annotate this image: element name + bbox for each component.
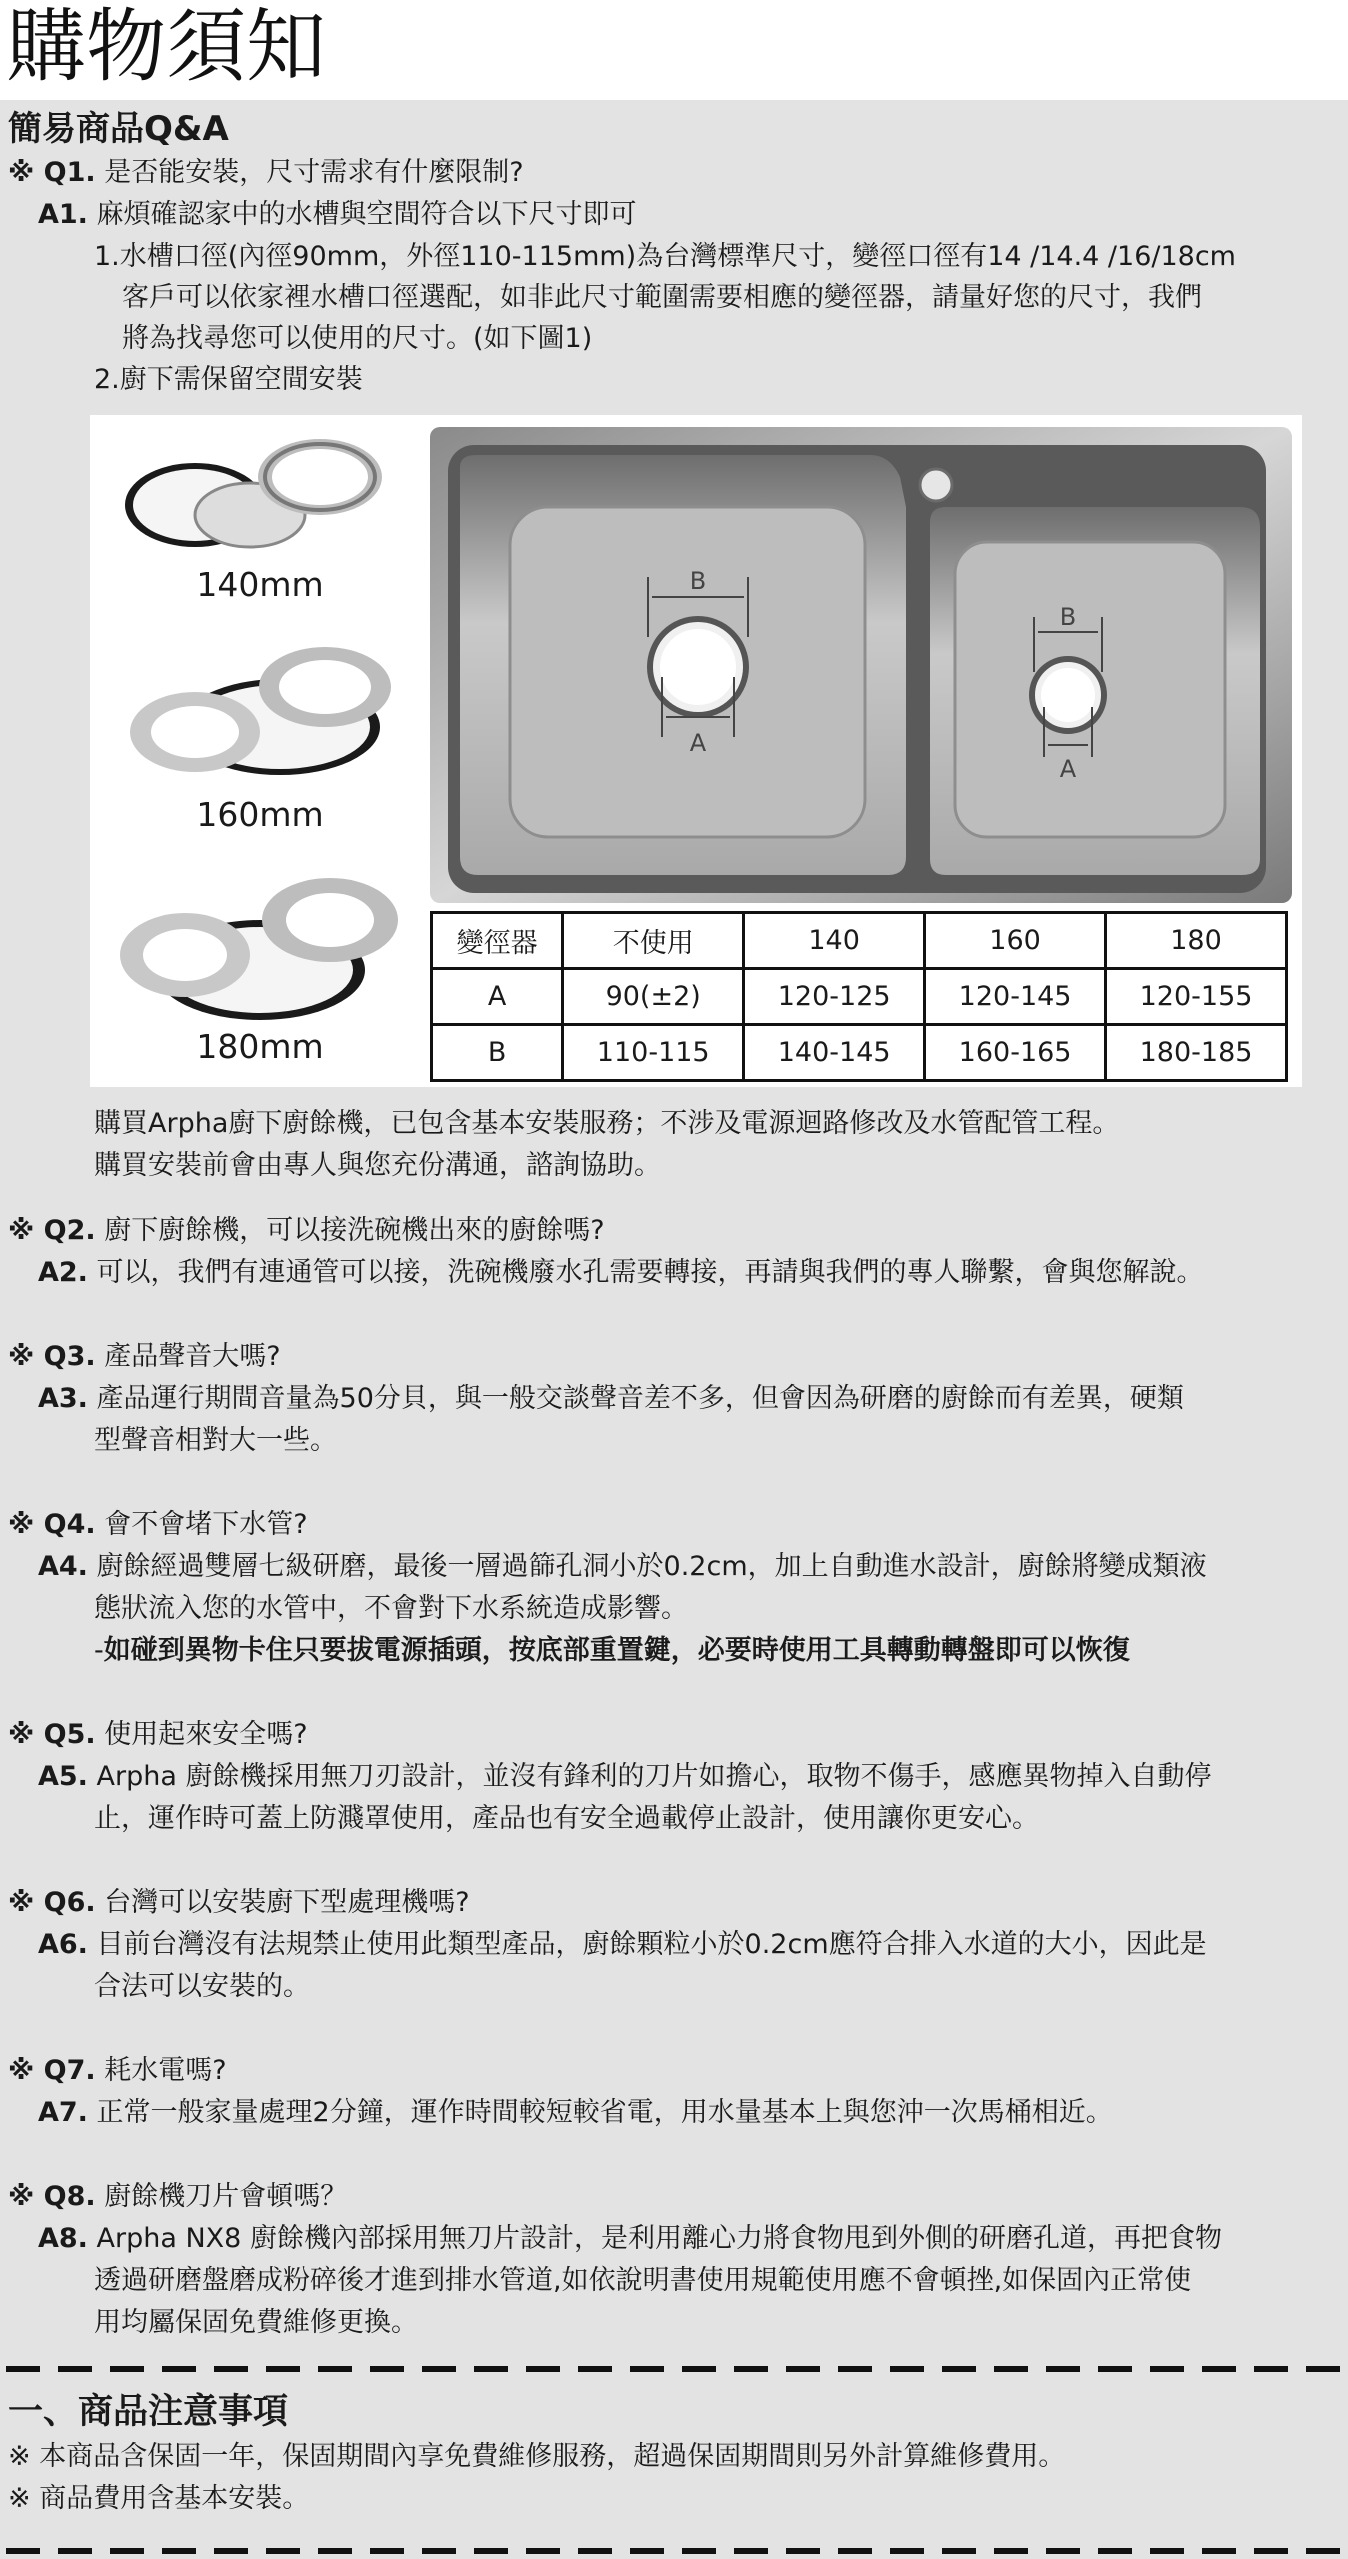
table-cell: 90(±2): [563, 969, 744, 1025]
q6-answer: A6. 目前台灣沒有法規禁止使用此類型產品，廚餘顆粒小於0.2cm應符合排入水道的大小，因此是: [38, 1929, 1207, 1960]
table-cell: 180-185: [1106, 1025, 1287, 1081]
page-title: 購物須知: [6, 0, 326, 93]
q1-item1-line2: 客戶可以依家裡水槽口徑選配，如非此尺寸範圍需要相應的變徑器，請量好您的尺寸，我們: [122, 282, 1202, 313]
table-header-row: [432, 913, 1287, 969]
table-cell: 120-155: [1106, 969, 1287, 1025]
q8-answer-line2: 透過研磨盤磨成粉碎後才進到排水管道,如依說明書使用規範使用應不會頓挫,如保固內正常使: [94, 2265, 1192, 2296]
q4-answer-line3: -如碰到異物卡住只要拔電源插頭，按底部重置鍵，必要時使用工具轉動轉盤即可以恢復: [94, 1635, 1130, 1666]
table-cell: 140: [744, 913, 925, 969]
flange-180-image: [110, 865, 410, 1025]
q1-question: ※ Q1. 是否能安裝，尺寸需求有什麼限制?: [8, 157, 524, 188]
flange-label-180: 180mm: [196, 1027, 324, 1066]
dashed-divider-bottom: [6, 2548, 1342, 2554]
q4-question: ※ Q4. 會不會堵下水管?: [8, 1509, 308, 1540]
flange-140-image: [110, 425, 410, 555]
q4-answer: A4. 廚餘經過雙層七級研磨，最後一層過篩孔洞小於0.2cm，加上自動進水設計，廚餘將變成類液: [38, 1551, 1207, 1582]
double-sink-image: [430, 427, 1292, 903]
notice-line-1: ※ 本商品含保固一年，保固期間內享免費維修服務，超過保固期間則另外計算維修費用。: [8, 2441, 1066, 2472]
table-cell: B: [432, 1025, 563, 1081]
table-cell: 120-125: [744, 969, 925, 1025]
q1-answer: A1. 麻煩確認家中的水槽與空間符合以下尺寸即可: [38, 199, 637, 230]
q6-question: ※ Q6. 台灣可以安裝廚下型處理機嗎?: [8, 1887, 470, 1918]
table-cell: 160-165: [925, 1025, 1106, 1081]
adapter-size-table: [430, 911, 1288, 1082]
table-cell: 變徑器: [432, 913, 563, 969]
notice-title: 一、商品注意事項: [8, 2392, 289, 2432]
table-cell: 不使用: [563, 913, 744, 969]
q5-question: ※ Q5. 使用起來安全嗎?: [8, 1719, 308, 1750]
table-row: [432, 969, 1287, 1025]
notice-line-2: ※ 商品費用含基本安裝。: [8, 2483, 310, 2514]
q3-answer: A3. 產品運行期間音量為50分貝，與一般交談聲音差不多，但會因為研磨的廚餘而有差異，硬類: [38, 1383, 1184, 1414]
sink-size-figure: [90, 415, 1302, 1087]
table-cell: A: [432, 969, 563, 1025]
table-cell: 110-115: [563, 1025, 744, 1081]
faq-panel: [0, 100, 1348, 2559]
q5-answer-line2: 止，運作時可蓋上防濺罩使用，產品也有安全過載停止設計，使用讓你更安心。: [94, 1803, 1039, 1834]
sink-marker-a-left: A: [689, 729, 707, 757]
q4-answer-line2: 態狀流入您的水管中，不會對下水系統造成影響。: [94, 1593, 688, 1624]
q6-answer-line2: 合法可以安裝的。: [94, 1971, 310, 2002]
q2-question: ※ Q2. 廚下廚餘機，可以接洗碗機出來的廚餘嗎?: [8, 1215, 605, 1246]
q3-question: ※ Q3. 產品聲音大嗎?: [8, 1341, 281, 1372]
flange-label-140: 140mm: [196, 565, 324, 604]
table-cell: 160: [925, 913, 1106, 969]
q7-answer: A7. 正常一般家量處理2分鐘，運作時間較短較省電，用水量基本上與您沖一次馬桶相近。: [38, 2097, 1113, 2128]
q8-answer: A8. Arpha NX8 廚餘機內部採用無刀片設計，是利用離心力將食物甩到外側的研磨孔道，再把食物: [38, 2223, 1222, 2254]
flange-160-image: [110, 637, 410, 787]
q8-question: ※ Q8. 廚餘機刀片會頓嗎？: [8, 2181, 348, 2212]
q1-item1-line1: 1.水槽口徑(內徑90mm，外徑110-115mm)為台灣標準尺寸，變徑口徑有14 /14.4 /16/18cm: [94, 241, 1236, 272]
sink-marker-b-right: B: [1059, 603, 1077, 631]
q2-answer: A2. 可以，我們有連通管可以接，洗碗機廢水孔需要轉接，再請與我們的專人聯繫，會與您解說。: [38, 1257, 1204, 1288]
install-note-1: 購買Arpha廚下廚餘機，已包含基本安裝服務；不涉及電源迴路修改及水管配管工程。: [94, 1108, 1120, 1139]
table-cell: 140-145: [744, 1025, 925, 1081]
sink-marker-b-left: B: [689, 567, 707, 595]
q5-answer: A5. Arpha 廚餘機採用無刀刃設計，並沒有鋒利的刀片如擔心，取物不傷手，感應異物掉入自動停: [38, 1761, 1212, 1792]
table-row: [432, 1025, 1287, 1081]
qa-heading: 簡易商品Q&A: [8, 109, 229, 149]
q7-question: ※ Q7. 耗水電嗎?: [8, 2055, 227, 2086]
table-cell: 120-145: [925, 969, 1106, 1025]
flange-label-160: 160mm: [196, 795, 324, 834]
install-note-2: 購買安裝前會由專人與您充份溝通，諮詢協助。: [94, 1150, 661, 1181]
q3-answer-line2: 型聲音相對大一些。: [94, 1425, 337, 1456]
q8-answer-line3: 用均屬保固免費維修更換。: [94, 2307, 418, 2338]
q1-item2: 2.廚下需保留空間安裝: [94, 364, 363, 395]
q1-item1-line3: 將為找尋您可以使用的尺寸。(如下圖1): [122, 323, 593, 354]
table-cell: 180: [1106, 913, 1287, 969]
sink-marker-a-right: A: [1059, 755, 1077, 783]
dashed-divider-top: [6, 2366, 1342, 2372]
